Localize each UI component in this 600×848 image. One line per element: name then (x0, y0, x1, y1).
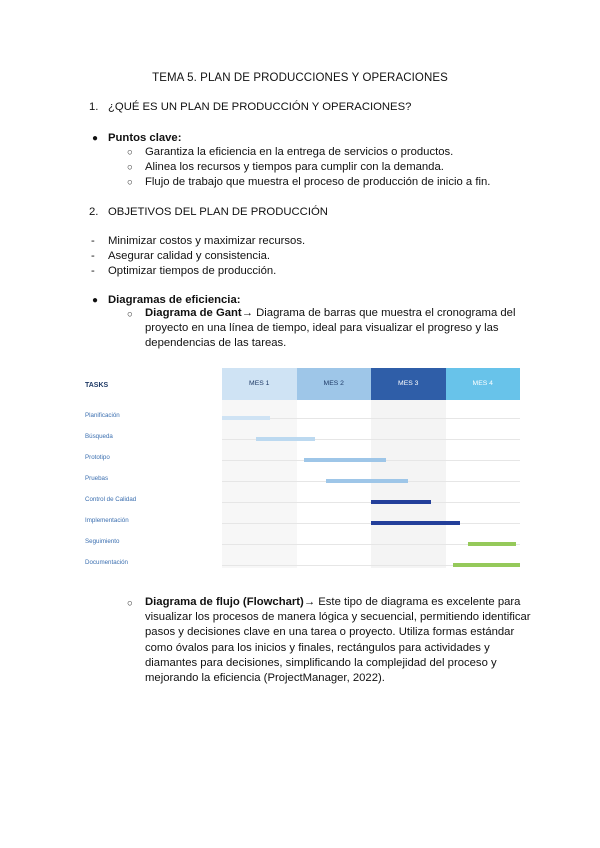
gantt-line-3: dependencias de las tareas. (145, 337, 287, 350)
efficiency-label: Diagramas de eficiencia: (108, 294, 241, 306)
section1-number: 1. (89, 101, 99, 113)
gantt-highlight-band (371, 400, 446, 568)
gantt-task-label: Búsqueda (85, 433, 113, 440)
gantt-task-bar (453, 563, 520, 567)
gantt-month-header: MES 2 (297, 368, 372, 400)
efficiency-bullet: ● (92, 295, 99, 306)
gantt-highlight-band (222, 400, 297, 568)
flow-term: Diagrama de flujo (Flowchart) (145, 596, 304, 608)
key-points-label: Puntos clave: (108, 132, 182, 144)
flow-bullet: ○ (127, 598, 133, 609)
key-point-2: Alinea los recursos y tiempos para cumplir con la demanda. (145, 161, 444, 173)
gantt-task-label: Documentación (85, 559, 128, 566)
key-point-bullet: ○ (127, 147, 133, 158)
flow-line-3: pasos y decisiones clave en una tarea o proyecto. Utiliza formas estándar (145, 626, 515, 639)
flow-description (145, 595, 531, 686)
objective-1: Minimizar costos y maximizar recursos. (108, 235, 306, 247)
gantt-task-label: Seguimiento (85, 538, 120, 545)
gantt-line-1: Diagrama de barras que muestra el cronograma del (252, 307, 516, 319)
gantt-term: Diagrama de Gant (145, 307, 242, 319)
flow-arrow: → (303, 596, 316, 608)
gantt-task-bar (222, 416, 270, 420)
objective-2: Asegurar calidad y consistencia. (108, 250, 271, 262)
objective-dash: - (91, 250, 95, 262)
gantt-tasks-header: TASKS (85, 382, 109, 389)
page-title: TEMA 5. PLAN DE PRODUCCIONES Y OPERACIONES (152, 72, 448, 84)
gantt-chart (85, 368, 520, 568)
section2-number: 2. (89, 206, 99, 218)
key-point-1: Garantiza la eficiencia en la entrega de servicios o productos. (145, 146, 454, 158)
gantt-task-bar (371, 500, 431, 504)
section2-heading: OBJETIVOS DEL PLAN DE PRODUCCIÓN (108, 206, 328, 218)
flow-line-1: Este tipo de diagrama es excelente para (315, 596, 521, 608)
flow-line-5: diamantes para decisiones, simplificando la complejidad del proceso y (145, 656, 497, 669)
key-point-bullet: ○ (127, 177, 133, 188)
gantt-description (145, 306, 525, 352)
gantt-month-header: MES 4 (446, 368, 521, 400)
objective-dash: - (91, 235, 95, 247)
gantt-month-header: MES 3 (371, 368, 446, 400)
key-points-bullet: ● (92, 133, 99, 144)
gantt-task-label: Control de Calidad (85, 496, 137, 503)
key-point-bullet: ○ (127, 162, 133, 173)
section1-heading: ¿QUÉ ES UN PLAN DE PRODUCCIÓN Y OPERACIONES? (108, 101, 412, 113)
gantt-bullet: ○ (127, 309, 133, 320)
objective-dash: - (91, 265, 95, 277)
flow-line-2: visualizar los procesos de manera lógica y secuencial, permitiendo identificar (145, 611, 531, 624)
gantt-task-label: Pruebas (85, 475, 109, 482)
gantt-month-header: MES 1 (222, 368, 297, 400)
gantt-line-2: proyecto en una línea de tiempo, ideal para visualizar el progreso y las (145, 322, 499, 335)
gantt-task-label: Planificación (85, 412, 120, 419)
objective-3: Optimizar tiempos de producción. (108, 265, 277, 277)
gantt-task-label: Implementación (85, 517, 129, 524)
gantt-task-bar (326, 479, 408, 483)
flow-line-6: mejorando la eficiencia (ProjectManager, 2022). (145, 672, 385, 685)
gantt-task-label: Prototipo (85, 454, 110, 461)
gantt-arrow: → (241, 307, 253, 319)
gantt-task-bar (256, 437, 316, 441)
gantt-task-bar (304, 458, 386, 462)
key-point-3: Flujo de trabajo que muestra el proceso de producción de inicio a fin. (145, 176, 491, 188)
gantt-task-bar (371, 521, 460, 525)
gantt-task-bar (468, 542, 516, 546)
flow-line-4: como óvalos para los inicios y finales, rectángulos para actividades y (145, 641, 490, 654)
